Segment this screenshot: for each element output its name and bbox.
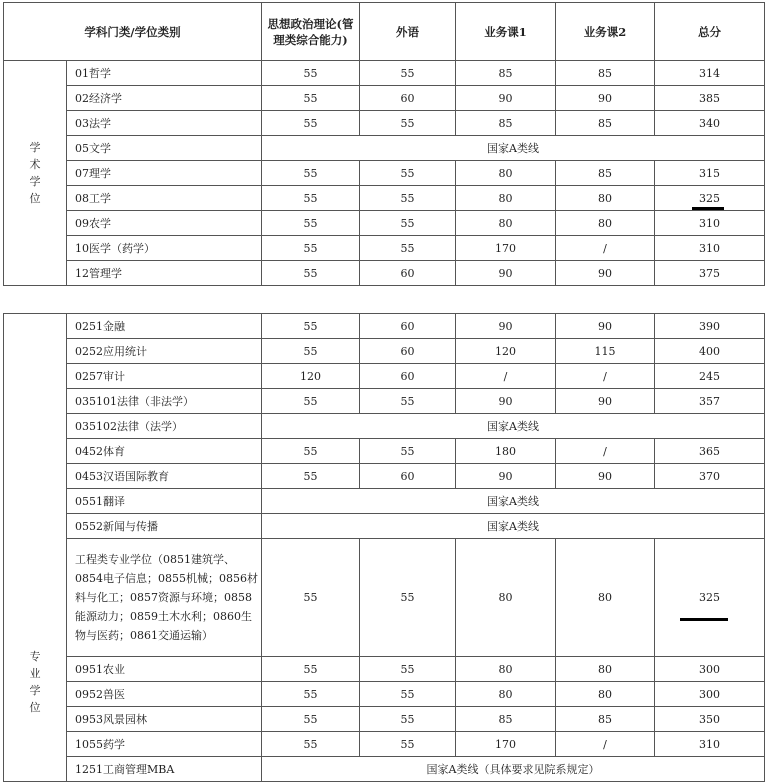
table-row bbox=[4, 111, 765, 136]
course2-score: 80 bbox=[556, 211, 655, 236]
header-politics: 思想政治理论(管理类综合能力) bbox=[262, 3, 360, 61]
category-char: 位 bbox=[29, 701, 41, 714]
politics-score: 55 bbox=[262, 539, 360, 657]
course1-score: 120 bbox=[456, 339, 556, 364]
total-score: 245 bbox=[655, 364, 765, 389]
course2-score: 85 bbox=[556, 61, 655, 86]
total-score: 340 bbox=[655, 111, 765, 136]
header-total: 总分 bbox=[655, 3, 765, 61]
national-line-cell: 国家A类线 bbox=[262, 414, 765, 439]
course1-score: 90 bbox=[456, 261, 556, 286]
course1-score: 85 bbox=[456, 61, 556, 86]
course2-score: 115 bbox=[556, 339, 655, 364]
subject-name: 0951农业 bbox=[67, 657, 262, 682]
total-score: 300 bbox=[655, 682, 765, 707]
table-row bbox=[4, 364, 765, 389]
total-score: 400 bbox=[655, 339, 765, 364]
table-row bbox=[4, 682, 765, 707]
politics-score: 55 bbox=[262, 682, 360, 707]
subject-name: 0952兽医 bbox=[67, 682, 262, 707]
header-subject: 学科门类/学位类别 bbox=[4, 3, 262, 61]
course1-score: 80 bbox=[456, 186, 556, 211]
politics-score: 55 bbox=[262, 86, 360, 111]
table-row bbox=[4, 236, 765, 261]
politics-score: 55 bbox=[262, 339, 360, 364]
total-score: 325 bbox=[655, 539, 765, 657]
course1-score: 80 bbox=[456, 211, 556, 236]
foreign-score: 55 bbox=[360, 657, 456, 682]
foreign-score: 60 bbox=[360, 261, 456, 286]
course1-score: 80 bbox=[456, 161, 556, 186]
national-line-cell: 国家A类线 bbox=[262, 489, 765, 514]
subject-name: 035101法律（非法学） bbox=[67, 389, 262, 414]
subject-name: 05文学 bbox=[67, 136, 262, 161]
foreign-score: 55 bbox=[360, 236, 456, 261]
politics-score: 55 bbox=[262, 261, 360, 286]
course2-score: 90 bbox=[556, 261, 655, 286]
politics-score: 55 bbox=[262, 211, 360, 236]
course2-score: 80 bbox=[556, 682, 655, 707]
category-cell bbox=[4, 314, 67, 782]
foreign-score: 60 bbox=[360, 339, 456, 364]
politics-score: 55 bbox=[262, 707, 360, 732]
course1-score: 90 bbox=[456, 389, 556, 414]
politics-score: 55 bbox=[262, 314, 360, 339]
foreign-score: 55 bbox=[360, 439, 456, 464]
total-score: 300 bbox=[655, 657, 765, 682]
national-line-cell: 国家A类线 bbox=[262, 514, 765, 539]
course1-score: 85 bbox=[456, 111, 556, 136]
subject-name: 10医学（药学） bbox=[67, 236, 262, 261]
table-row bbox=[4, 61, 765, 86]
subject-name: 0551翻译 bbox=[67, 489, 262, 514]
underline-mark bbox=[680, 618, 728, 621]
table-row bbox=[4, 489, 765, 514]
national-line-cell: 国家A类线（具体要求见院系规定） bbox=[262, 757, 765, 782]
category-char: 专 bbox=[29, 650, 41, 663]
table-row bbox=[4, 86, 765, 111]
header-foreign: 外语 bbox=[360, 3, 456, 61]
foreign-score: 55 bbox=[360, 732, 456, 757]
foreign-score: 60 bbox=[360, 314, 456, 339]
course2-score: 90 bbox=[556, 389, 655, 414]
category-char: 学 bbox=[29, 175, 41, 188]
politics-score: 55 bbox=[262, 61, 360, 86]
politics-score: 55 bbox=[262, 464, 360, 489]
total-score: 310 bbox=[655, 236, 765, 261]
table-row bbox=[4, 211, 765, 236]
course1-score: 90 bbox=[456, 314, 556, 339]
politics-score: 55 bbox=[262, 389, 360, 414]
course2-score: 85 bbox=[556, 111, 655, 136]
course1-score: 80 bbox=[456, 539, 556, 657]
professional-score-table bbox=[3, 313, 765, 782]
category-char: 学 bbox=[29, 141, 41, 154]
table-row bbox=[4, 261, 765, 286]
foreign-score: 60 bbox=[360, 86, 456, 111]
underline-mark bbox=[692, 207, 724, 210]
category-char: 业 bbox=[29, 667, 41, 680]
course1-score: 180 bbox=[456, 439, 556, 464]
course1-score: 170 bbox=[456, 236, 556, 261]
total-score: 385 bbox=[655, 86, 765, 111]
header-course2: 业务课2 bbox=[556, 3, 655, 61]
subject-name: 0552新闻与传播 bbox=[67, 514, 262, 539]
table-row bbox=[4, 514, 765, 539]
course1-score: 85 bbox=[456, 707, 556, 732]
course2-score: 80 bbox=[556, 186, 655, 211]
table-row bbox=[4, 339, 765, 364]
course1-score: 170 bbox=[456, 732, 556, 757]
subject-name: 0257审计 bbox=[67, 364, 262, 389]
total-score: 375 bbox=[655, 261, 765, 286]
total-score: 357 bbox=[655, 389, 765, 414]
course2-score: / bbox=[556, 236, 655, 261]
course2-score: / bbox=[556, 732, 655, 757]
course1-score: 80 bbox=[456, 682, 556, 707]
foreign-score: 55 bbox=[360, 707, 456, 732]
category-char: 术 bbox=[29, 158, 41, 171]
course1-score: 90 bbox=[456, 86, 556, 111]
politics-score: 55 bbox=[262, 657, 360, 682]
course2-score: / bbox=[556, 364, 655, 389]
table-row bbox=[4, 186, 765, 211]
total-score: 310 bbox=[655, 211, 765, 236]
table-row bbox=[4, 161, 765, 186]
course2-score: 90 bbox=[556, 314, 655, 339]
subject-name: 0251金融 bbox=[67, 314, 262, 339]
politics-score: 55 bbox=[262, 236, 360, 261]
total-score: 390 bbox=[655, 314, 765, 339]
subject-name: 0452体育 bbox=[67, 439, 262, 464]
total-score: 350 bbox=[655, 707, 765, 732]
foreign-score: 55 bbox=[360, 161, 456, 186]
foreign-score: 55 bbox=[360, 539, 456, 657]
category-char: 学 bbox=[29, 684, 41, 697]
course2-score: 85 bbox=[556, 707, 655, 732]
table-row bbox=[4, 732, 765, 757]
table-row bbox=[4, 757, 765, 782]
politics-score: 55 bbox=[262, 111, 360, 136]
politics-score: 120 bbox=[262, 364, 360, 389]
subject-name: 1251工商管理MBA bbox=[67, 757, 262, 782]
foreign-score: 55 bbox=[360, 211, 456, 236]
foreign-score: 55 bbox=[360, 61, 456, 86]
academic-score-table bbox=[3, 2, 765, 286]
header-course1: 业务课1 bbox=[456, 3, 556, 61]
subject-name: 工程类专业学位（0851建筑学、0854电子信息；0855机械；0856材料与化工；0857资源与环境；0858能源动力；0859土木水利；0860生物与医药；0861交通运输） bbox=[67, 539, 262, 657]
table-row bbox=[4, 136, 765, 161]
table-row bbox=[4, 414, 765, 439]
course2-score: 85 bbox=[556, 161, 655, 186]
course2-score: / bbox=[556, 439, 655, 464]
course2-score: 90 bbox=[556, 464, 655, 489]
total-score: 314 bbox=[655, 61, 765, 86]
total-score: 325 bbox=[655, 186, 765, 211]
table-row bbox=[4, 539, 765, 657]
subject-name: 1055药学 bbox=[67, 732, 262, 757]
subject-name: 12管理学 bbox=[67, 261, 262, 286]
foreign-score: 55 bbox=[360, 111, 456, 136]
foreign-score: 55 bbox=[360, 186, 456, 211]
subject-name: 02经济学 bbox=[67, 86, 262, 111]
header-row bbox=[4, 3, 765, 61]
subject-name: 09农学 bbox=[67, 211, 262, 236]
subject-name: 01哲学 bbox=[67, 61, 262, 86]
foreign-score: 60 bbox=[360, 464, 456, 489]
politics-score: 55 bbox=[262, 439, 360, 464]
course2-score: 80 bbox=[556, 657, 655, 682]
subject-name: 0252应用统计 bbox=[67, 339, 262, 364]
subject-name: 08工学 bbox=[67, 186, 262, 211]
table-row bbox=[4, 707, 765, 732]
subject-name: 07理学 bbox=[67, 161, 262, 186]
table-row bbox=[4, 314, 765, 339]
subject-name: 0953风景园林 bbox=[67, 707, 262, 732]
course1-score: / bbox=[456, 364, 556, 389]
foreign-score: 55 bbox=[360, 682, 456, 707]
politics-score: 55 bbox=[262, 161, 360, 186]
politics-score: 55 bbox=[262, 732, 360, 757]
course1-score: 80 bbox=[456, 657, 556, 682]
academic-rows bbox=[4, 61, 765, 286]
subject-name: 035102法律（法学） bbox=[67, 414, 262, 439]
professional-rows bbox=[4, 314, 765, 782]
table-row bbox=[4, 389, 765, 414]
national-line-cell: 国家A类线 bbox=[262, 136, 765, 161]
foreign-score: 60 bbox=[360, 364, 456, 389]
total-score: 315 bbox=[655, 161, 765, 186]
category-char: 位 bbox=[29, 192, 41, 205]
total-score: 310 bbox=[655, 732, 765, 757]
politics-score: 55 bbox=[262, 186, 360, 211]
table-row bbox=[4, 439, 765, 464]
course2-score: 80 bbox=[556, 539, 655, 657]
category-cell bbox=[4, 61, 67, 286]
course1-score: 90 bbox=[456, 464, 556, 489]
foreign-score: 55 bbox=[360, 389, 456, 414]
table-row bbox=[4, 464, 765, 489]
subject-name: 03法学 bbox=[67, 111, 262, 136]
table-row bbox=[4, 657, 765, 682]
course2-score: 90 bbox=[556, 86, 655, 111]
subject-name: 0453汉语国际教育 bbox=[67, 464, 262, 489]
total-score: 370 bbox=[655, 464, 765, 489]
total-score: 365 bbox=[655, 439, 765, 464]
